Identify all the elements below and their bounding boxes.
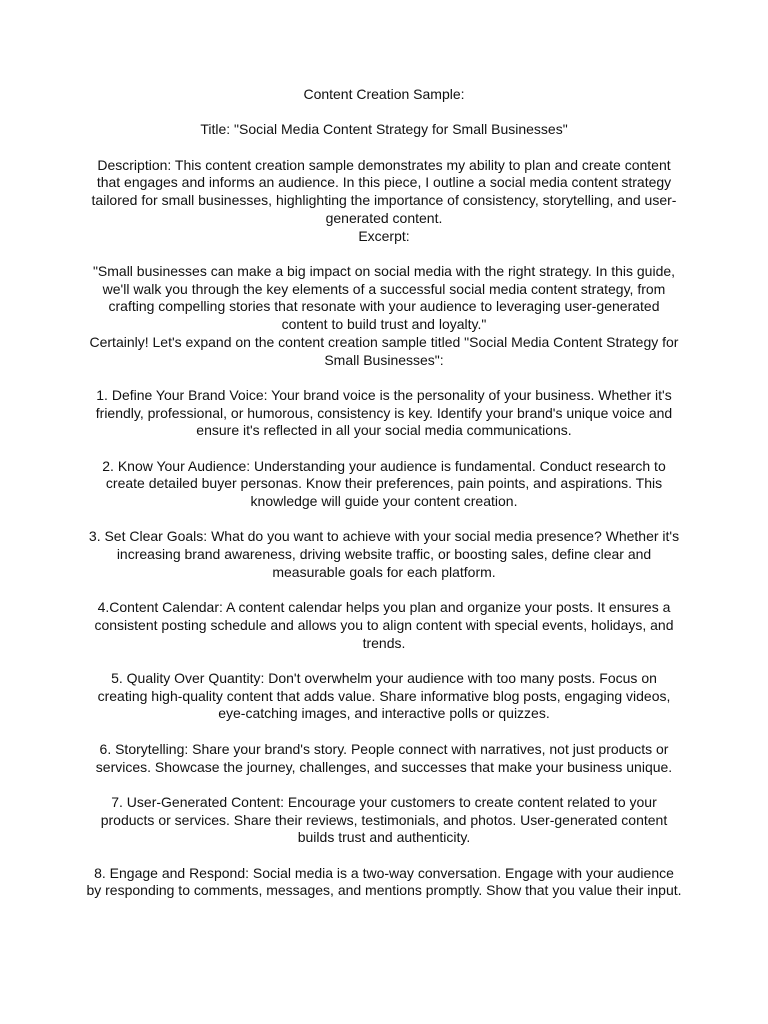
point-engage-respond: 8. Engage and Respond: Social media is a two-way conversation. Engage with your audience by responding to comments, messages, and mentions promptly. Show that you value their input.	[86, 864, 682, 899]
intro-paragraph: Certainly! Let's expand on the content creation sample titled "Social Media Content Strategy for Small Businesses":	[89, 333, 679, 368]
point-know-audience: 2. Know Your Audience: Understanding your audience is fundamental. Conduct research to create detailed buyer personas. Know their preferences, pain points, and aspirations. This knowledge will guide your content creation.	[102, 457, 666, 510]
point-clear-goals: 3. Set Clear Goals: What do you want to achieve with your social media presence? Whether it's increasing brand awareness, driving website traffic, or boosting sales, define clear and measurable goals for each platform.	[88, 528, 680, 580]
document-title: Title: "Social Media Content Strategy for Small Businesses"	[200, 121, 568, 138]
point-user-generated-content: 7. User-Generated Content: Encourage your customers to create content related to your products or services. Share their reviews, testimonials, and photos. User-generated content builds trust and authenticity.	[100, 793, 668, 846]
document-page	[86, 86, 682, 900]
point-quality-over-quantity: 5. Quality Over Quantity: Don't overwhelm your audience with too many posts. Focus on creating high-quality content that adds value. Share informative blog posts, engaging videos, eye-catching images, and interactive polls or quizzes.	[97, 670, 671, 722]
point-storytelling: 6. Storytelling: Share your brand's story. People connect with narratives, not just products or services. Showcase the journey, challenges, and successes that make your business unique.	[95, 740, 673, 775]
document-heading: Content Creation Sample:	[303, 86, 465, 102]
point-content-calendar: 4.Content Calendar: A content calendar helps you plan and organize your posts. It ensures a consistent posting schedule and allows you to align content with special events, holidays, and trends.	[94, 599, 674, 651]
document-description: Description: This content creation sample demonstrates my ability to plan and create content that engages and informs an audience. In this piece, I outline a social media content strategy tailored for small businesses, highlighting the importance of consistency, storytelling, and user-generated content.	[91, 156, 677, 226]
excerpt-label: Excerpt:	[358, 227, 410, 244]
excerpt-quote: "Small businesses can make a big impact on social media with the right strategy. In this guide, we'll walk you through the key elements of a successful social media content strategy, from crafting compelling stories that resonate with your audience to leveraging user-generated content to build trust and loyalty."	[92, 262, 676, 333]
point-brand-voice: 1. Define Your Brand Voice: Your brand voice is the personality of your business. Whether it's friendly, professional, or humorous, consistency is key. Identify your brand's unique voice and ensure it's reflected in all your social media communications.	[95, 386, 673, 439]
